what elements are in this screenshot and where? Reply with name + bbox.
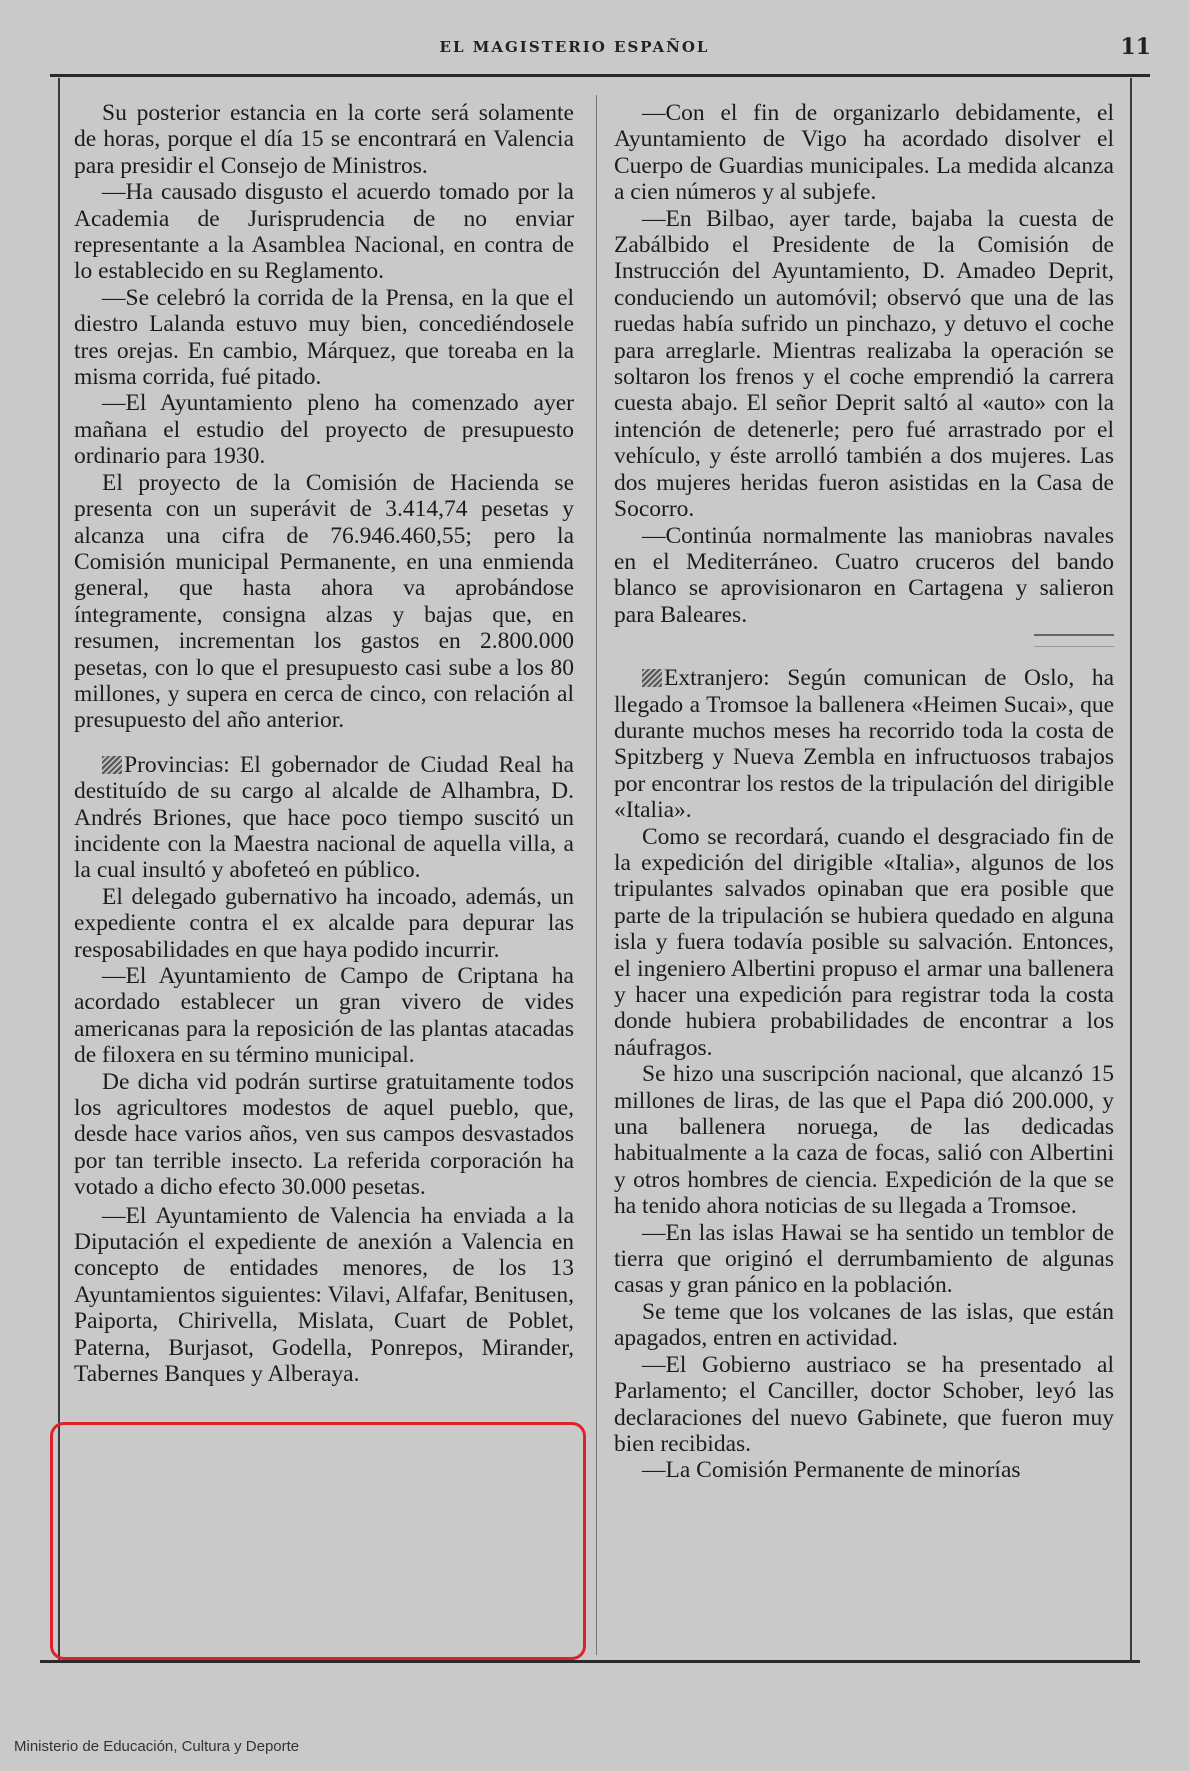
- paragraph: —El Gobierno austriaco se ha presentado al Parlamento; el Canciller, doctor Schober, leyó las declaraciones del nuevo Gabinete, que fueron muy bien recibidas.: [614, 1351, 1114, 1457]
- section-marker-icon: [642, 669, 662, 687]
- paragraph: —En las islas Hawai se ha sentido un temblor de tierra que originó el derrumbamiento de algunas casas y gran pánico en la población.: [614, 1219, 1114, 1299]
- masthead-title: EL MAGISTERIO ESPAÑOL: [439, 38, 710, 56]
- paragraph: —El Ayuntamiento pleno ha comenzado ayer mañana el estudio del proyecto de presupuesto ordinario para 1930.: [74, 390, 574, 470]
- paragraph: —El Ayuntamiento de Campo de Criptana ha acordado establecer un gran vivero de vides americanas para la reposición de las plantas atacadas de filoxera en su término municipal.: [74, 963, 574, 1069]
- paragraph: El delegado gubernativo ha incoado, además, un expediente contra el ex alcalde para depurar las resposabilidades en que haya podido incurrir.: [74, 883, 574, 963]
- top-rule: [50, 74, 1150, 77]
- paragraph: —La Comisión Permanente de minorías: [642, 1457, 1021, 1484]
- paragraph: Como se recordará, cuando el desgraciado fin de la expedición del dirigible «Italia», algunos de los tripulantes salvados opinaban que era posible que parte de la tripulación se hubiera quedado en alguna isla y fuera todavía posible su salvación. Entonces, el ingeniero Albertini propuso el armar una ballenera y hacer una expedición para registrar toda la costa donde hubiera probabilidades de encontrar a los náufragos.: [614, 823, 1114, 1061]
- paragraph: —En Bilbao, ayer tarde, bajaba la cuesta de Zabálbido el Presidente de la Comisión de Instrucción del Ayuntamiento, D. Amadeo Deprit, conduciendo un automóvil; observó que una de las ruedas había sufrido un pinchazo, y detuvo el coche para arreglarle. Mientras realizaba la operación se soltaron los frenos y el coche emprendió la carrera cuesta abajo. El señor Deprit saltó al «auto» con la intención de detenerle; pero fué arrastrado por el vehículo, y éste arrolló también a dos mujeres. Las dos mujeres heridas fueron asistidas en la Casa de Socorro.: [614, 205, 1114, 523]
- paragraph: —Se celebró la corrida de la Prensa, en la que el diestro Lalanda estuvo muy bien, concediéndosele tres orejas. En cambio, Márquez, que toreaba en la misma corrida, fué pitado.: [74, 284, 574, 391]
- right-border: [1130, 78, 1132, 1660]
- footer-credit: Ministerio de Educación, Cultura y Deporte: [14, 1738, 300, 1755]
- paragraph: —Ha causado disgusto el acuerdo tomado por la Academia de Jurisprudencia de no enviar representante a la Asamblea Nacional, en contra de lo establecido en su Reglamento.: [74, 179, 574, 285]
- paragraph: —Continúa normalmente las maniobras navales en el Mediterráneo. Cuatro cruceros del bando blanco se aprovisionaron en Cartagena y salieron para Baleares.: [614, 522, 1114, 628]
- bottom-rule: [40, 1660, 1140, 1663]
- section-marker-icon: [102, 756, 122, 774]
- paragraph-text: Provincias: El gobernador de Ciudad Real ha destituído de su cargo al alcalde de Alhambra, D. Andrés Briones, que hace poco tiempo suscitó un incidente con la Maestra nacional de aquella villa, a la cual insultó y abofeteó en público.: [74, 751, 574, 884]
- paragraph: Se teme que los volcanes de las islas, que están apagados, entren en actividad.: [614, 1298, 1114, 1352]
- paragraph-highlighted: —El Ayuntamiento de Valencia ha enviada a la Diputación el expediente de anexión a Valencia en concepto de entidades menores, de los 13 Ayuntamientos siguientes: Vilavi, Alfafar, Benitusen, Paiporta, Chirivella, Mislata, Cuart de Poblet, Paterna, Burjasot, Godella, Ponrepos, Mirander, Tabernes Banques y Alberaya.: [74, 1202, 574, 1388]
- highlight-box: [50, 1422, 586, 1660]
- left-column: [74, 100, 574, 1388]
- section-separator: [1034, 634, 1114, 647]
- paragraph-provincias: [74, 752, 574, 884]
- paragraph: El proyecto de la Comisión de Hacienda se presenta con un superávit de 3.414,74 pesetas y alcanza una cifra de 76.946.460,55; pero la Comisión municipal Permanente, en una enmienda general, que hasta ahora va aprobándose íntegramente, consigna alzas y bajas que, en resumen, incrementan los gastos en 2.800.000 pesetas, con lo que el presupuesto casi sube a los 80 millones, y supera en cerca de cinco, con relación al presupuesto del año anterior.: [74, 469, 574, 734]
- paragraph: —Con el fin de organizarlo debidamente, el Ayuntamiento de Vigo ha acordado disolver el Cuerpo de Guardias municipales. La medida alcanza a cien números y al subjefe.: [614, 100, 1114, 206]
- paragraph-text: Extranjero: Según comunican de Oslo, ha llegado a Tromsoe la ballenera «Heimen Sucai», que durante muchos meses ha recorrido toda la costa de Spitzberg y Nueva Zembla en infructuosos trabajos por encontrar los restos de la tripulación del dirigible «Italia».: [614, 665, 1114, 824]
- right-column: [614, 100, 1114, 1484]
- page-number: 11: [1120, 34, 1151, 60]
- column-divider: [596, 95, 597, 1655]
- paragraph: De dicha vid podrán surtirse gratuitamente todos los agricultores modestos de aquel pueblo, que, desde hace varios años, ven sus campos desvastados por tan terrible insecto. La referida corporación ha votado a dicho efecto 30.000 pesetas.: [74, 1068, 574, 1201]
- paragraph-extranjero: [614, 665, 1114, 823]
- paragraph: Su posterior estancia en la corte será solamente de horas, porque el día 15 se encontrará en Valencia para presidir el Consejo de Ministros.: [74, 100, 574, 179]
- paragraph: Se hizo una suscripción nacional, que alcanzó 15 millones de liras, de las que el Papa dió 200.000, y una ballenera noruega, de las dedicadas habitualmente a la caza de focas, salió con Albertini y otros hombres de ciencia. Expedición de la que se ha tenido ahora noticias de su llegada a Tromsoe.: [614, 1061, 1114, 1220]
